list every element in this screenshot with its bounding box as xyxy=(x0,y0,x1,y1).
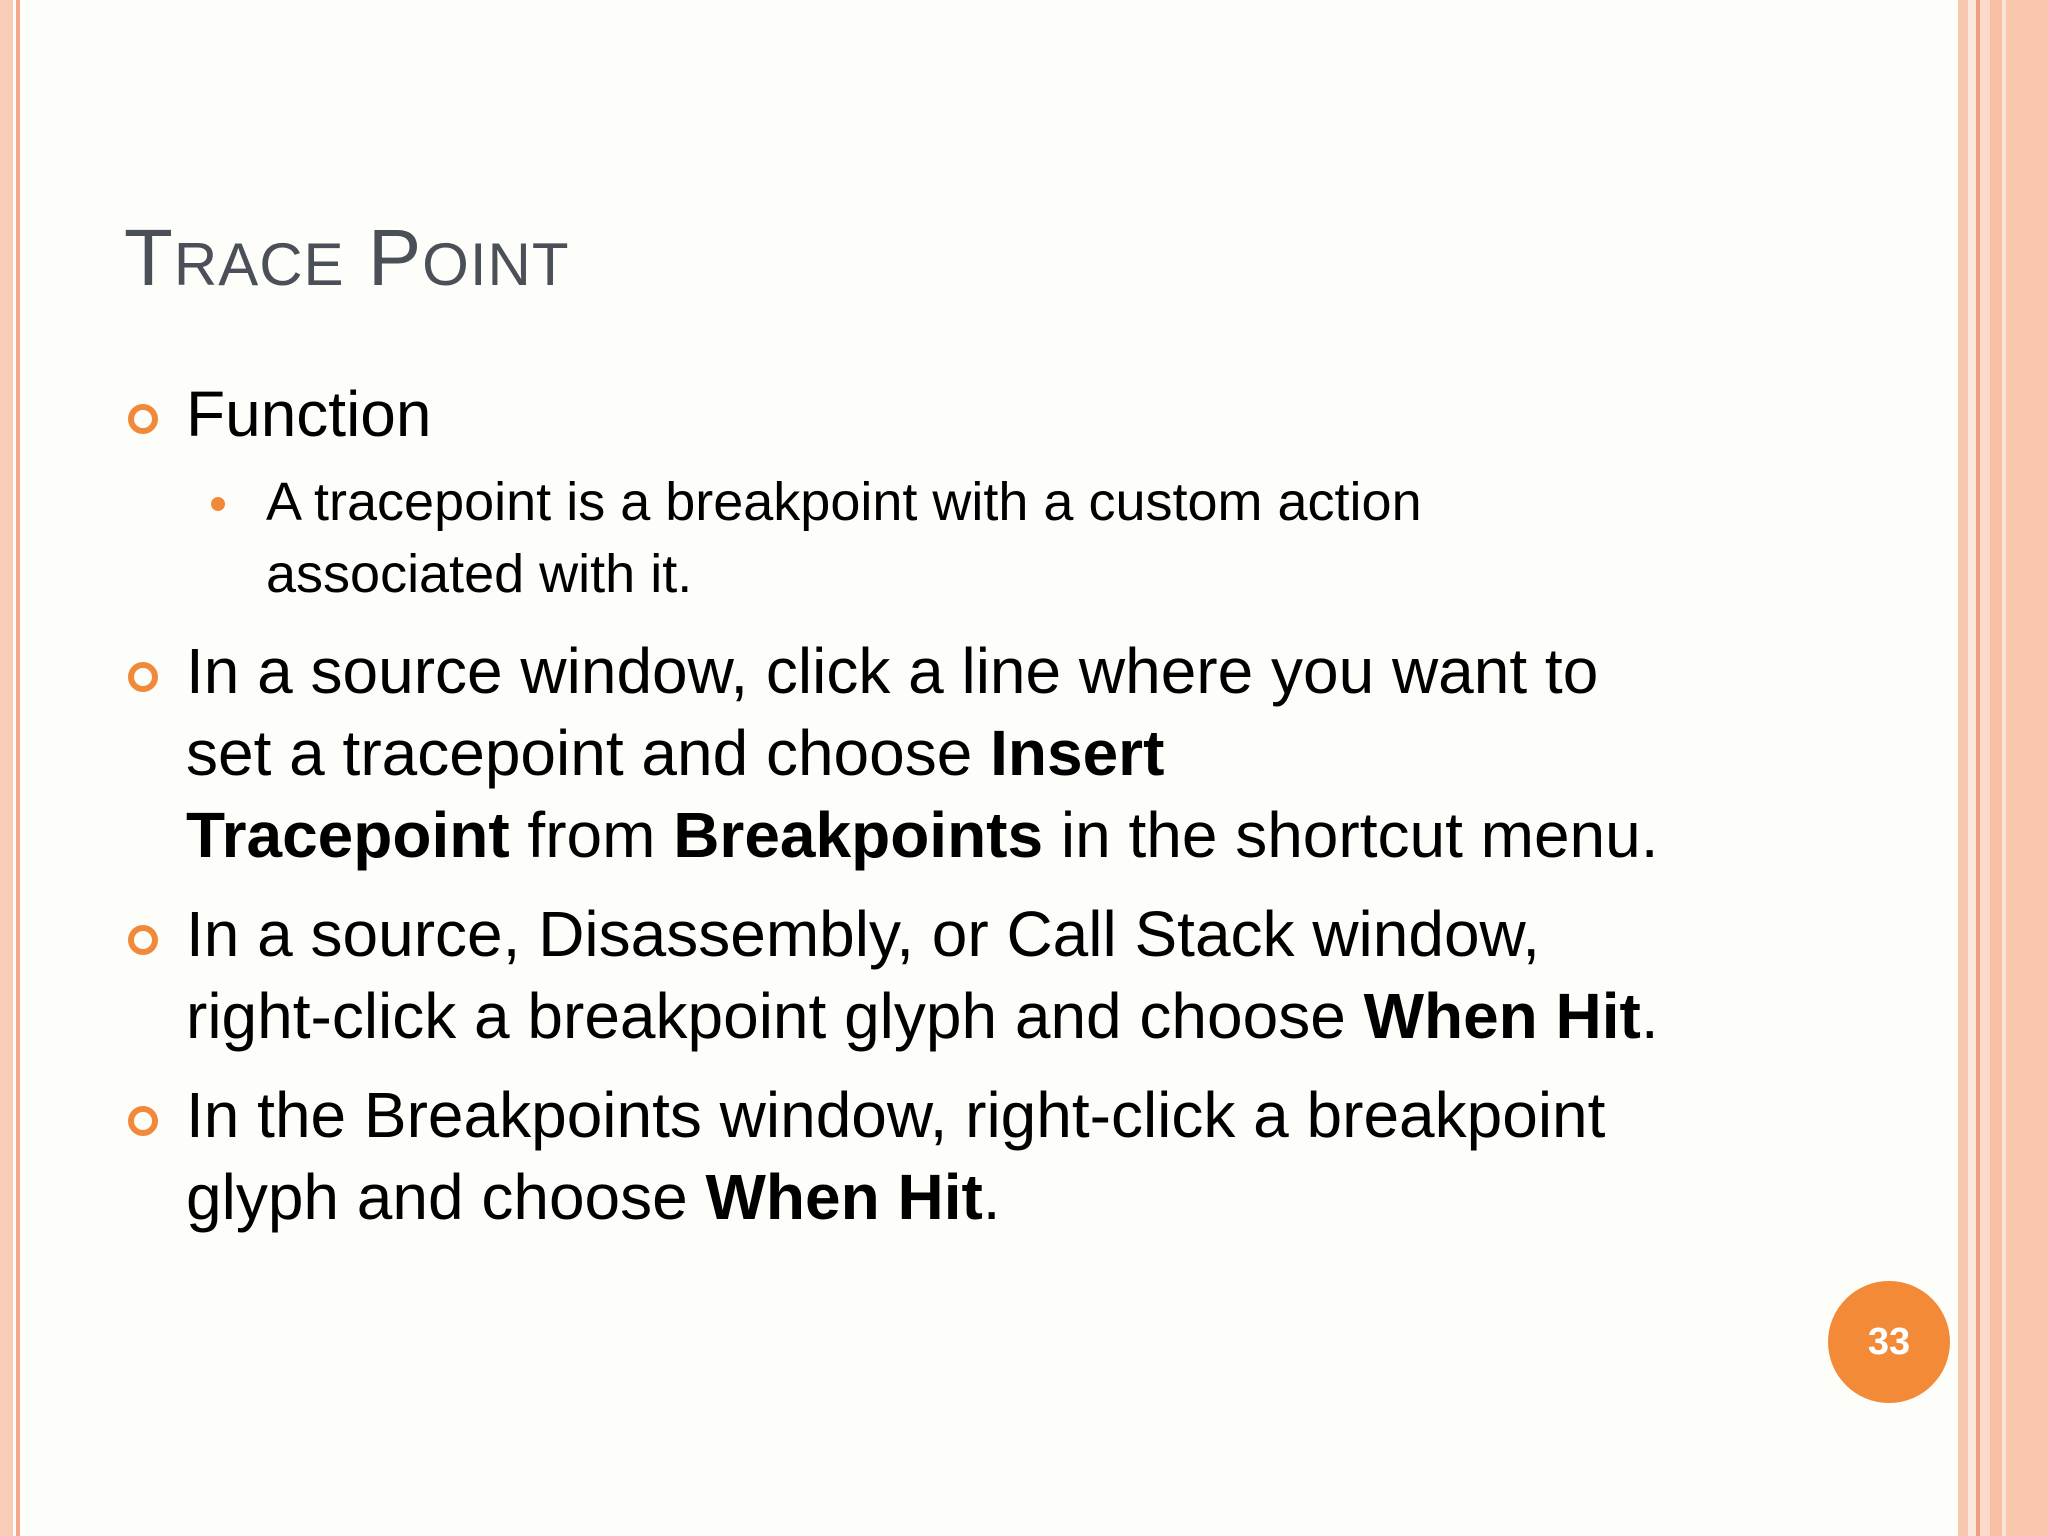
right-border-stripe xyxy=(1990,0,2002,1536)
text-run: right-click a breakpoint glyph and choose xyxy=(186,980,1364,1052)
title-word-rest: RACE xyxy=(173,231,345,298)
ring-bullet-icon xyxy=(128,662,158,692)
ring-bullet-icon xyxy=(128,404,158,434)
left-border-stripe xyxy=(0,0,13,1536)
bullet-line xyxy=(186,712,1164,794)
title-word-rest: OINT xyxy=(422,231,570,298)
left-border-line xyxy=(16,0,20,1536)
bullet-function: Function xyxy=(186,378,432,450)
bullet-line xyxy=(186,794,1659,876)
bullet-line: In a source window, click a line where you want to xyxy=(186,635,1599,707)
ring-bullet-icon xyxy=(128,925,158,955)
ring-bullet-icon xyxy=(128,1106,158,1136)
text-run: glyph and choose xyxy=(186,1161,706,1233)
title-initial: T xyxy=(124,213,174,302)
bold-term: When Hit xyxy=(705,1161,983,1233)
sub-bullet-line: A tracepoint is a breakpoint with a custom action xyxy=(266,472,1422,532)
right-border-stripe xyxy=(1968,0,1976,1536)
right-border-stripe xyxy=(1958,0,1968,1536)
right-border-stripe xyxy=(1980,0,1990,1536)
title-initial: P xyxy=(367,213,423,302)
text-run: in the shortcut menu. xyxy=(1043,799,1659,871)
text-run: . xyxy=(1640,980,1659,1052)
bold-term: Tracepoint xyxy=(186,799,510,871)
bold-term: When Hit xyxy=(1363,980,1641,1052)
bold-term: Insert xyxy=(990,717,1165,789)
text-run: . xyxy=(982,1161,1001,1233)
bullet-line: In the Breakpoints window, right-click a breakpoint xyxy=(186,1079,1606,1151)
slide-title xyxy=(124,212,570,304)
bold-term: Breakpoints xyxy=(673,799,1044,871)
bullet-line xyxy=(186,1156,1001,1238)
bullet-line xyxy=(186,975,1659,1057)
page-number-badge xyxy=(1828,1281,1950,1403)
text-run: set a tracepoint and choose xyxy=(186,717,991,789)
dot-bullet-icon xyxy=(211,497,225,511)
page-number: 33 xyxy=(1867,1320,1911,1363)
bullet-line: In a source, Disassembly, or Call Stack window, xyxy=(186,898,1540,970)
sub-bullet-line: associated with it. xyxy=(266,544,693,604)
text-run: from xyxy=(509,799,674,871)
right-border-stripe xyxy=(2006,0,2048,1536)
